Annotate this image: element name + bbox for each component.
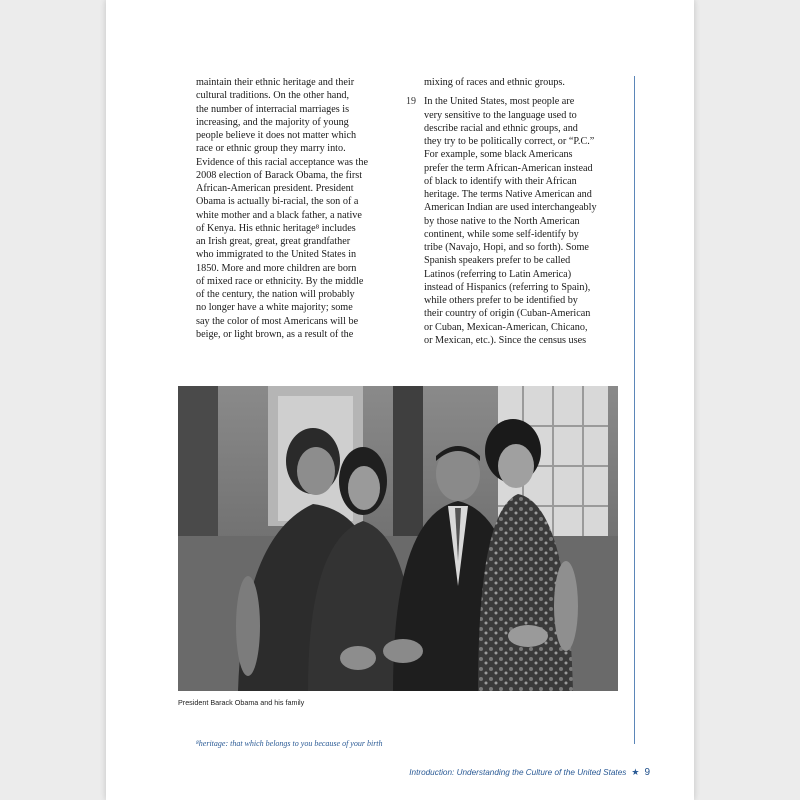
- text-line: American Indian are used interchangeably: [424, 202, 597, 214]
- text-line: they try to be politically correct, or “P.C.”: [424, 136, 595, 147]
- text-line: white mother and a black father, a native: [196, 209, 362, 221]
- text-line: or Cuban, Mexican-American, Chicano,: [424, 321, 588, 333]
- text-line: the number of interracial marriages is: [196, 103, 350, 115]
- text-line: For example, some black Americans: [424, 149, 573, 161]
- photo-illustration: [178, 386, 618, 691]
- text-line: Spanish speakers prefer to be called: [424, 255, 571, 267]
- text-line: beige, or light brown, as a result of the: [196, 328, 354, 340]
- text-line: maintain their ethnic heritage and their: [196, 77, 355, 88]
- right-text-column: [424, 76, 624, 347]
- text-line: who immigrated to the United States in: [196, 249, 357, 261]
- book-page: [106, 0, 694, 800]
- left-text-column: [196, 76, 396, 341]
- text-line: instead of Hispanics (referring to Spain),: [424, 281, 591, 293]
- margin-rule: [634, 76, 635, 744]
- family-photo: [178, 386, 618, 691]
- text-line: of the century, the nation will probably: [196, 289, 355, 300]
- text-line: while others prefer to be identified by: [424, 295, 578, 306]
- text-line: mixing of races and ethnic groups.: [424, 77, 565, 88]
- text-line: 2008 election of Barack Obama, the first: [196, 169, 363, 181]
- text-line: cultural traditions. On the other hand,: [196, 90, 350, 102]
- text-line: of Kenya. His ethnic heritage⁸ includes: [196, 222, 356, 234]
- paragraph-number: 19: [406, 96, 416, 107]
- text-line: In the United States, most people are: [424, 96, 575, 108]
- text-line: describe racial and ethnic groups, and: [424, 122, 578, 134]
- text-line: increasing, and the majority of young: [196, 116, 349, 128]
- text-line: prefer the term African-American instead: [424, 162, 593, 174]
- text-line: heritage. The terms Native American and: [424, 189, 592, 200]
- text-line: continent, while some self-identify by: [424, 228, 579, 240]
- text-line: their country of origin (Cuban-American: [424, 308, 591, 320]
- running-title: Introduction: Understanding the Culture of the United States: [409, 768, 627, 777]
- text-line: Latinos (referring to Latin America): [424, 268, 572, 280]
- text-line: no longer have a white majority; some: [196, 302, 353, 314]
- page-number: 9: [644, 767, 650, 778]
- page-footer: [409, 767, 650, 778]
- text-line: by those native to the North American: [424, 215, 580, 227]
- text-line: very sensitive to the language used to: [424, 109, 577, 121]
- text-line: an Irish great, great, great grandfather: [196, 236, 351, 247]
- text-line: Evidence of this racial acceptance was the: [196, 156, 368, 168]
- text-line: Obama is actually bi-racial, the son of a: [196, 196, 359, 208]
- text-line: people believe it does not matter which: [196, 130, 357, 141]
- text-line: of black to identify with their African: [424, 175, 577, 187]
- text-line: 1850. More and more children are born: [196, 262, 357, 274]
- text-line: race or ethnic group they marry into.: [196, 143, 346, 155]
- text-line: of mixed race or ethnicity. By the middle: [196, 275, 364, 287]
- photo-caption: President Barack Obama and his family: [178, 698, 305, 707]
- text-line: or Mexican, etc.). Since the census uses: [424, 334, 587, 346]
- star-icon: ★: [631, 767, 640, 777]
- text-line: African-American president. President: [196, 183, 354, 194]
- footnote: ⁸heritage: that which belongs to you because of your birth: [196, 739, 383, 748]
- text-line: tribe (Navajo, Hopi, and so forth). Some: [424, 242, 589, 253]
- text-line: say the color of most Americans will be: [196, 315, 359, 327]
